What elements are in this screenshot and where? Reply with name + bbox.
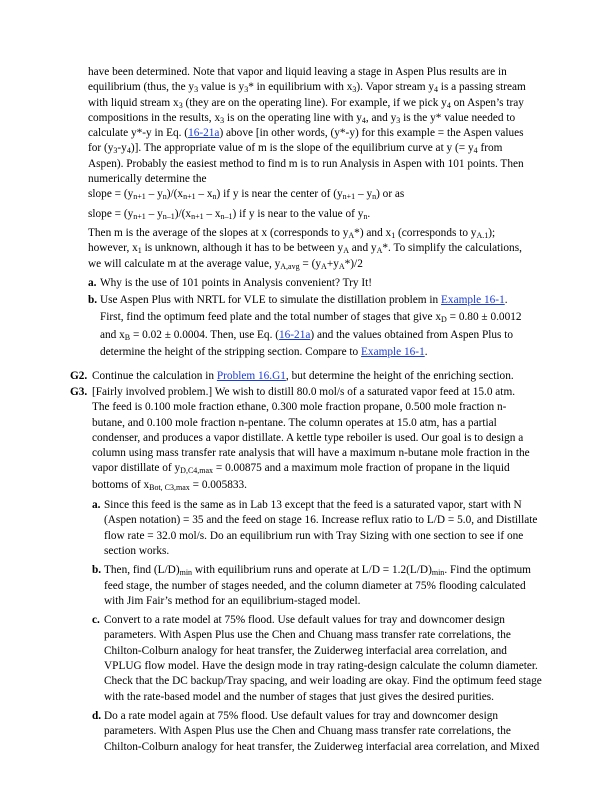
problem-g2 bbox=[70, 369, 576, 384]
item-label: a. bbox=[88, 276, 97, 289]
list-item-a bbox=[92, 498, 576, 559]
text-line: Check that the DC backup/Tray spacing, and weir loading are okay. Find the optimum feed stage bbox=[104, 675, 542, 688]
text-line: column using mass transfer rate analysis that will have a maximum n-butane mole fraction in the bbox=[92, 447, 530, 460]
text-line: [Fairly involved problem.] We wish to distill 80.0 mol/s of a saturated vapor feed at 15.0 atm. bbox=[92, 386, 516, 398]
text-line: Aspen). Probably the easiest method to find m is to run Analysis in Aspen with 101 points. Then bbox=[88, 157, 524, 170]
equation-link[interactable]: 16-21a bbox=[279, 328, 311, 341]
slope-formula-1: slope = $(y_{n+1} - y_n)/(x_{n+1} - x_n)$ if y is near the center of $(y_{n+1} - y_n)$ or as bbox=[88, 188, 405, 202]
text-line: butane, and 0.100 mole fraction n-pentane. The column operates at 15.0 atm, has a partial bbox=[92, 416, 497, 429]
problem-link[interactable]: Problem 16.G1 bbox=[216, 370, 286, 382]
list-item-a bbox=[88, 276, 564, 291]
example-link[interactable]: Example 16-1 bbox=[361, 346, 425, 359]
problem-text: Continue the calculation in Problem 16.G1, but determine the height of the enriching section. bbox=[92, 370, 514, 382]
text-line: Chilton-Colburn analogy for heat transfer, the Zuiderweg interfacial area correlation, and bbox=[104, 644, 507, 657]
continued-paragraph bbox=[88, 65, 564, 360]
text-line: Use Aspen Plus with NRTL for VLE to simulate the distillation problem in Example 16-1. bbox=[100, 294, 508, 307]
item-label: a. bbox=[92, 499, 101, 512]
item-label: b. bbox=[92, 564, 102, 577]
list-item-b bbox=[92, 563, 576, 609]
text-line: bottoms of $x_{Bot, C3,max} = 0.005833$. bbox=[92, 478, 248, 492]
text-line: compositions in the results, $x_3$ is on the operating line with $y_4$, and $y_3$ is the y* value needed to bbox=[88, 111, 516, 125]
text-line: we will calculate m at the average value, $y_{A,avg} = (y_A+y_A*)/2$ bbox=[88, 257, 363, 271]
text-line: The feed is 0.100 mole fraction ethane, 0.300 mole fraction propane, 0.500 mole fraction n- bbox=[92, 401, 507, 414]
text-line: section works. bbox=[104, 544, 170, 557]
equation-link[interactable]: 16-21a bbox=[188, 127, 220, 140]
text-line: (Aspen notation) = 35 and the feed on stage 16. Increase reflux ratio to L/D = 5.0, and Distillate bbox=[104, 514, 538, 527]
text-line: have been determined. Note that vapor and liquid leaving a stage in Aspen Plus results are in bbox=[88, 66, 507, 78]
text-line: Chilton-Colburn analogy for heat transfer, the Zuiderweg interfacial area correlation, and Mixed bbox=[104, 740, 540, 753]
text-line: parameters. With Aspen Plus use the Chen and Chuang mass transfer rate correlations, the bbox=[104, 629, 511, 642]
text-line: flow rate = 32.0 mol/s. Do an equilibrium run with Tray Sizing with one section to see if one bbox=[104, 529, 524, 542]
text-line: Do a rate model again at 75% flood. Use default values for tray and downcomer design bbox=[104, 709, 499, 722]
text-line: feed stage, the number of stages needed, and the column diameter at 75% flooding calculated bbox=[104, 579, 526, 592]
item-label: c. bbox=[92, 614, 100, 627]
text-line: and $x_B = 0.02 \pm 0.0004$. Then, use Eq. (16-21a) and the values obtained from Aspen Plus to bbox=[100, 328, 514, 342]
item-text: Why is the use of 101 points in Analysis convenient? Try It! bbox=[100, 276, 373, 289]
text-line: calculate y*-y in Eq. (16-21a) above [in other words, (y*-y) for this example = the Aspen values bbox=[88, 127, 524, 140]
problem-label: G3. bbox=[70, 386, 88, 398]
text-line: Convert to a rate model at 75% flood. Use default values for tray and downcomer design bbox=[104, 614, 505, 627]
text-line: Then m is the average of the slopes at x (corresponds to $y_A*$) and $x_1$ (corresponds to $y_{A.1}$); bbox=[88, 226, 496, 240]
item-label: d. bbox=[92, 709, 102, 722]
text-line: for $(y_3-y_4)$]. The appropriate value of m is the slope of the equilibrium curve at y (= $y_4$ from bbox=[88, 142, 503, 156]
text-line: First, find the optimum feed plate and the total number of stages that give $x_D = 0.80 \pm 0.0012$ bbox=[100, 311, 522, 325]
text-line: Since this feed is the same as in Lab 13 except that the feed is a saturated vapor, start with N bbox=[104, 499, 522, 512]
text-line: with the rate-based model and the number of stages that just gives the desired purities. bbox=[104, 690, 494, 703]
problem-g3 bbox=[70, 385, 576, 755]
list-item-d bbox=[92, 709, 576, 755]
text-line: equilibrium (thus, the $y_3$ value is $y_3*$ in equilibrium with $x_3$). Vapor stream $y_4$ is a passing stream bbox=[88, 81, 526, 95]
text-line: determine the height of the stripping section. Compare to Example 16-1. bbox=[100, 346, 428, 359]
text-line: parameters. With Aspen Plus use the Chen and Chuang mass transfer rate correlations, the bbox=[104, 725, 511, 738]
item-label: b. bbox=[88, 294, 98, 307]
text-line: vapor distillate of $y_{D,C4,max} = 0.00875$ and a maximum mole fraction of propane in the liquid bbox=[92, 462, 510, 476]
text-line: with Jim Fair’s method for an equilibrium-staged model. bbox=[104, 594, 361, 607]
list-item-b bbox=[88, 293, 564, 360]
text-line: VPLUG flow model. Have the design mode in tray rating-design calculate the column diameter. bbox=[104, 660, 538, 673]
text-line: numerically determine the bbox=[88, 173, 207, 186]
text-line: Then, find $(L/D)_{min}$ with equilibrium runs and operate at $L/D = 1.2(L/D)_{min}$. Find the optimum bbox=[104, 564, 531, 578]
example-link[interactable]: Example 16-1 bbox=[441, 294, 505, 307]
slope-formula-2: slope = $(y_{n+1} - y_{n-1})/(x_{n+1} - x_{n-1})$ if y is near to the value of $y_n$. bbox=[88, 207, 371, 221]
list-item-c bbox=[92, 613, 576, 705]
problem-label: G2. bbox=[70, 370, 88, 382]
text-line: with liquid stream $x_3$ (they are on the operating line). For example, if we pick $y_4$ on Aspen’s tray bbox=[88, 96, 524, 110]
text-line: however, $x_1$ is unknown, although it has to be between $y_A$ and $y_A*$. To simplify the calculations, bbox=[88, 242, 522, 256]
text-line: condenser, and produces a vapor distillate. A kettle type reboiler is used. Our goal is to design a bbox=[92, 431, 524, 444]
problem-text bbox=[70, 385, 576, 755]
